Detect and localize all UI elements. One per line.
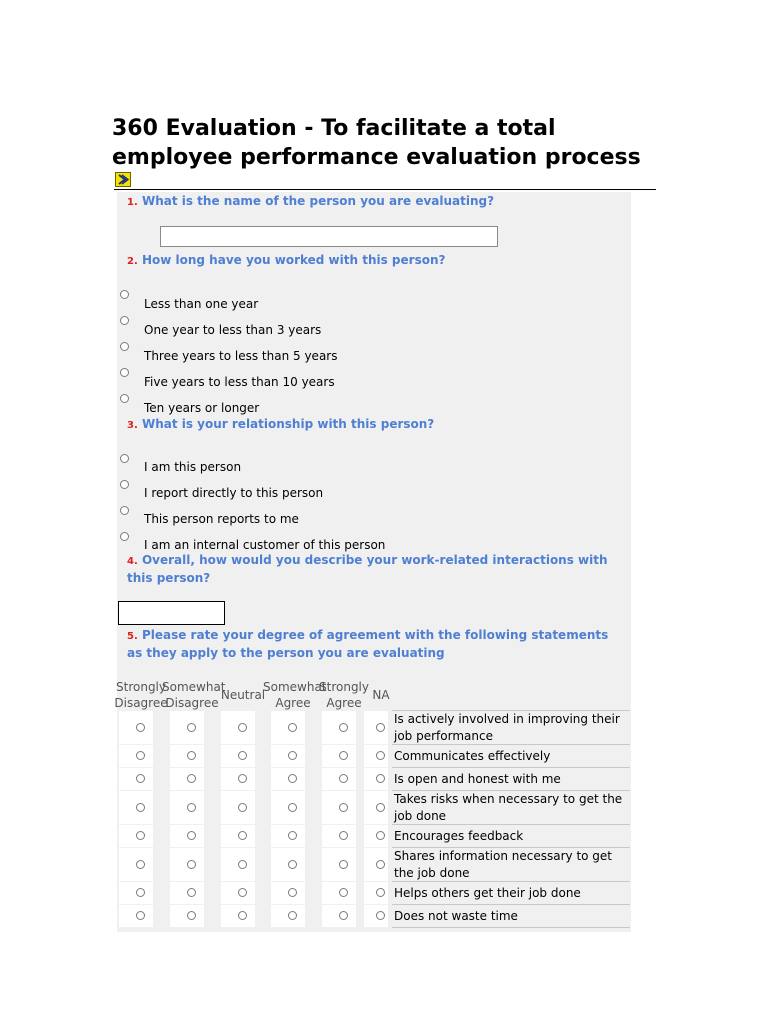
rating-radio[interactable] <box>238 911 247 920</box>
relationship-radio-1[interactable] <box>120 454 129 463</box>
rating-radio[interactable] <box>339 774 348 783</box>
relationship-option-label: I report directly to this person <box>144 486 324 500</box>
rating-radio[interactable] <box>288 751 297 760</box>
rating-radio[interactable] <box>136 751 145 760</box>
rating-radio[interactable] <box>339 860 348 869</box>
rating-radio[interactable] <box>288 831 297 840</box>
statement-label: Takes risks when necessary to get the job done <box>394 792 623 823</box>
question-4-text: Overall, how would you describe your work-related interactions with this person? <box>127 553 608 585</box>
rating-radio[interactable] <box>136 774 145 783</box>
interactions-input[interactable] <box>118 601 225 625</box>
rating-radio[interactable] <box>187 860 196 869</box>
rating-radio[interactable] <box>376 803 385 812</box>
tenure-radio-4[interactable] <box>120 368 129 377</box>
tenure-option-label: Less than one year <box>144 297 259 311</box>
question-5: 5. Please rate your degree of agreement with the following statements as they apply to the person you are evaluating <box>127 628 609 660</box>
rating-radio[interactable] <box>376 723 385 732</box>
rating-radio[interactable] <box>136 911 145 920</box>
scale-header: Somewhat Disagree <box>162 680 226 710</box>
rating-radio[interactable] <box>238 888 247 897</box>
tenure-radio-1[interactable] <box>120 290 129 299</box>
rating-radio[interactable] <box>136 803 145 812</box>
row-divider <box>392 710 630 711</box>
statement-label: Is open and honest with me <box>394 772 561 786</box>
tenure-option-label: One year to less than 3 years <box>144 323 322 337</box>
rating-radio[interactable] <box>136 888 145 897</box>
scale-header: Strongly Disagree <box>114 680 168 710</box>
person-name-input[interactable] <box>160 226 498 247</box>
rating-radio[interactable] <box>288 723 297 732</box>
rating-radio[interactable] <box>339 803 348 812</box>
scale-header: Somewhat Agree <box>263 680 327 710</box>
relationship-option-label: I am an internal customer of this person <box>144 538 386 552</box>
rating-radio[interactable] <box>339 831 348 840</box>
rating-radio[interactable] <box>288 803 297 812</box>
rating-radio[interactable] <box>136 723 145 732</box>
question-5-text: Please rate your degree of agreement with the following statements as they apply to the person you are evaluating <box>127 628 609 660</box>
tenure-radio-3[interactable] <box>120 342 129 351</box>
row-divider <box>392 927 630 928</box>
statement-label: Communicates effectively <box>394 749 551 763</box>
row-divider <box>392 767 630 768</box>
rating-radio[interactable] <box>376 888 385 897</box>
rating-radio[interactable] <box>288 888 297 897</box>
question-2-text: How long have you worked with this person? <box>141 253 446 267</box>
row-divider <box>392 904 630 905</box>
rating-radio[interactable] <box>376 774 385 783</box>
statement-label: Encourages feedback <box>394 829 524 843</box>
rating-radio[interactable] <box>238 831 247 840</box>
page-title: 360 Evaluation - To facilitate a total employee performance evaluation process <box>112 116 641 170</box>
row-divider <box>392 744 630 745</box>
relationship-radio-2[interactable] <box>120 480 129 489</box>
rating-radio[interactable] <box>187 803 196 812</box>
row-divider <box>392 824 630 825</box>
rating-radio[interactable] <box>339 751 348 760</box>
question-1-text: What is the name of the person you are evaluating? <box>141 194 495 208</box>
rating-radio[interactable] <box>187 774 196 783</box>
rating-radio[interactable] <box>376 860 385 869</box>
rating-radio[interactable] <box>136 860 145 869</box>
statement-label: Is actively involved in improving their job performance <box>394 712 620 743</box>
relationship-radio-4[interactable] <box>120 532 129 541</box>
question-2: 2. How long have you worked with this person? <box>127 253 446 267</box>
question-4: 4. Overall, how would you describe your work-related interactions with this person? <box>127 553 608 585</box>
rating-radio[interactable] <box>187 888 196 897</box>
rating-radio[interactable] <box>238 723 247 732</box>
question-3: 3. What is your relationship with this person? <box>127 417 435 431</box>
question-3-text: What is your relationship with this person? <box>141 417 435 431</box>
statement-label: Helps others get their job done <box>394 886 581 900</box>
scale-header: NA <box>372 688 390 702</box>
rating-radio[interactable] <box>187 723 196 732</box>
statement-label: Shares information necessary to get the job done <box>394 849 613 880</box>
rating-radio[interactable] <box>339 723 348 732</box>
scale-header: Strongly Agree <box>319 680 369 710</box>
tenure-radio-2[interactable] <box>120 316 129 325</box>
rating-radio[interactable] <box>288 774 297 783</box>
row-divider <box>392 881 630 882</box>
tenure-radio-5[interactable] <box>120 394 129 403</box>
rating-radio[interactable] <box>376 911 385 920</box>
rating-radio[interactable] <box>187 831 196 840</box>
title-divider <box>114 189 656 190</box>
statement-label: Does not waste time <box>394 909 518 923</box>
tenure-option-label: Ten years or longer <box>144 401 260 415</box>
relationship-option-label: I am this person <box>144 460 242 474</box>
rating-radio[interactable] <box>187 751 196 760</box>
question-1: 1. What is the name of the person you are evaluating? <box>127 194 495 208</box>
rating-radio[interactable] <box>238 860 247 869</box>
relationship-option-label: This person reports to me <box>144 512 299 526</box>
rating-radio[interactable] <box>136 831 145 840</box>
rating-radio[interactable] <box>288 911 297 920</box>
rating-radio[interactable] <box>238 774 247 783</box>
rating-radio[interactable] <box>288 860 297 869</box>
scale-header: Neutral <box>220 688 266 702</box>
rating-radio[interactable] <box>339 888 348 897</box>
relationship-radio-3[interactable] <box>120 506 129 515</box>
tenure-option-label: Five years to less than 10 years <box>144 375 335 389</box>
rating-radio[interactable] <box>187 911 196 920</box>
tenure-option-label: Three years to less than 5 years <box>144 349 338 363</box>
rating-radio[interactable] <box>339 911 348 920</box>
rating-radio[interactable] <box>238 751 247 760</box>
rating-radio[interactable] <box>376 831 385 840</box>
rating-radio[interactable] <box>376 751 385 760</box>
rating-radio[interactable] <box>238 803 247 812</box>
next-arrow-icon[interactable] <box>115 172 131 187</box>
